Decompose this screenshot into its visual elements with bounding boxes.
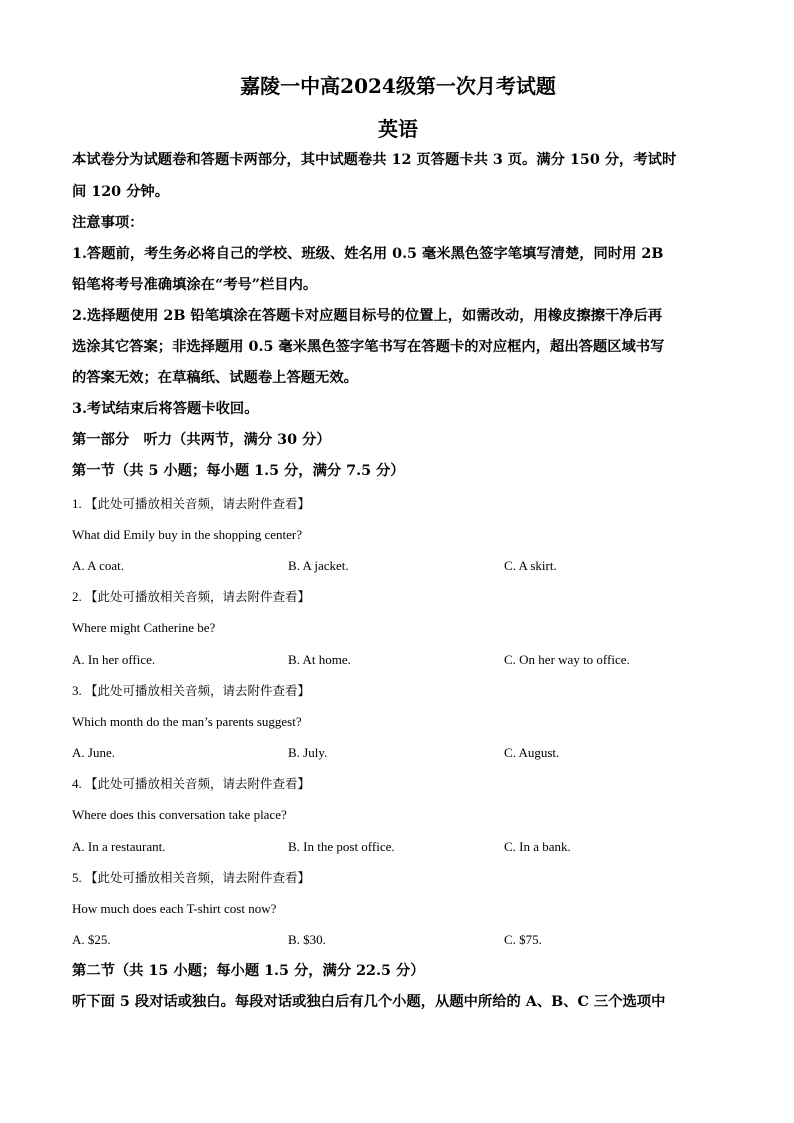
question-number: 1. [72, 496, 82, 511]
intro-line-1: 本试卷分为试题卷和答题卡两部分，其中试题卷共 12 页答题卡共 3 页。满分 150 分，考试时 [72, 152, 677, 168]
question-2-audio [72, 588, 310, 606]
question-4-option-c: C. In a bank. [504, 839, 571, 854]
question-2-option-b: B. At home. [288, 652, 351, 667]
question-3-option-a: A. June. [72, 745, 115, 760]
question-4-audio [72, 775, 310, 793]
question-1-option-c: C. A skirt. [504, 558, 557, 573]
audio-note: 【此处可播放相关音频，请去附件查看】 [85, 776, 311, 791]
question-number: 3. [72, 683, 82, 698]
audio-note: 【此处可播放相关音频，请去附件查看】 [85, 589, 311, 604]
question-2-option-a: A. In her office. [72, 652, 156, 667]
subject-title: 英语 [378, 117, 418, 141]
question-3-text: Which month do the man’s parents suggest? [72, 714, 302, 729]
rule-2-line-3: 的答案无效；在草稿纸、试题卷上答题无效。 [72, 370, 358, 386]
rule-3: 3.考试结束后将答题卡收回。 [72, 401, 259, 417]
question-2-option-c: C. On her way to office. [504, 652, 630, 667]
question-4-option-b: B. In the post office. [288, 839, 395, 854]
question-5-option-b: B. $30. [288, 932, 326, 947]
question-2-text: Where might Catherine be? [72, 620, 216, 635]
question-1-audio [72, 495, 310, 513]
question-1-text: What did Emily buy in the shopping center? [72, 527, 302, 542]
question-number: 5. [72, 870, 82, 885]
part-1-heading: 第一部分 听力（共两节，满分 30 分） [72, 432, 331, 448]
question-5-text: How much does each T-shirt cost now? [72, 901, 277, 916]
question-number: 4. [72, 776, 82, 791]
intro-line-2: 间 120 分钟。 [72, 184, 169, 200]
rule-1-line-2: 铅笔将考号准确填涂在“考号”栏目内。 [72, 277, 318, 293]
question-3-audio [72, 682, 310, 700]
section-2-instruction: 听下面 5 段对话或独白。每段对话或独白后有几个小题，从题中所给的 A、B、C 三个选项中 [72, 994, 666, 1010]
question-number: 2. [72, 589, 82, 604]
audio-note: 【此处可播放相关音频，请去附件查看】 [85, 870, 311, 885]
audio-note: 【此处可播放相关音频，请去附件查看】 [85, 496, 311, 511]
question-4-option-a: A. In a restaurant. [72, 839, 166, 854]
question-3-option-c: C. August. [504, 745, 560, 760]
section-2-heading: 第二节（共 15 小题；每小题 1.5 分，满分 22.5 分） [72, 963, 425, 979]
question-1-option-a: A. A coat. [72, 558, 124, 573]
audio-note: 【此处可播放相关音频，请去附件查看】 [85, 683, 311, 698]
notice-heading: 注意事项： [72, 215, 144, 231]
question-4-text: Where does this conversation take place? [72, 807, 287, 822]
question-1-option-b: B. A jacket. [288, 558, 349, 573]
rule-2-line-1: 2.选择题使用 2B 铅笔填涂在答题卡对应题目标号的位置上，如需改动，用橡皮擦擦干净后再 [72, 308, 663, 324]
rule-2-line-2: 选涂其它答案；非选择题用 0.5 毫米黑色签字笔书写在答题卡的对应框内，超出答题区域书写 [72, 339, 665, 355]
section-1-heading: 第一节（共 5 小题；每小题 1.5 分，满分 7.5 分） [72, 463, 405, 479]
question-5-option-c: C. $75. [504, 932, 542, 947]
exam-title: 嘉陵一中高2024级第一次月考试题 [240, 74, 556, 98]
question-3-option-b: B. July. [288, 745, 328, 760]
question-5-option-a: A. $25. [72, 932, 111, 947]
rule-1-line-1: 1.答题前，考生务必将自己的学校、班级、姓名用 0.5 毫米黑色签字笔填写清楚，同时用 2B [72, 246, 664, 262]
question-5-audio [72, 869, 310, 887]
